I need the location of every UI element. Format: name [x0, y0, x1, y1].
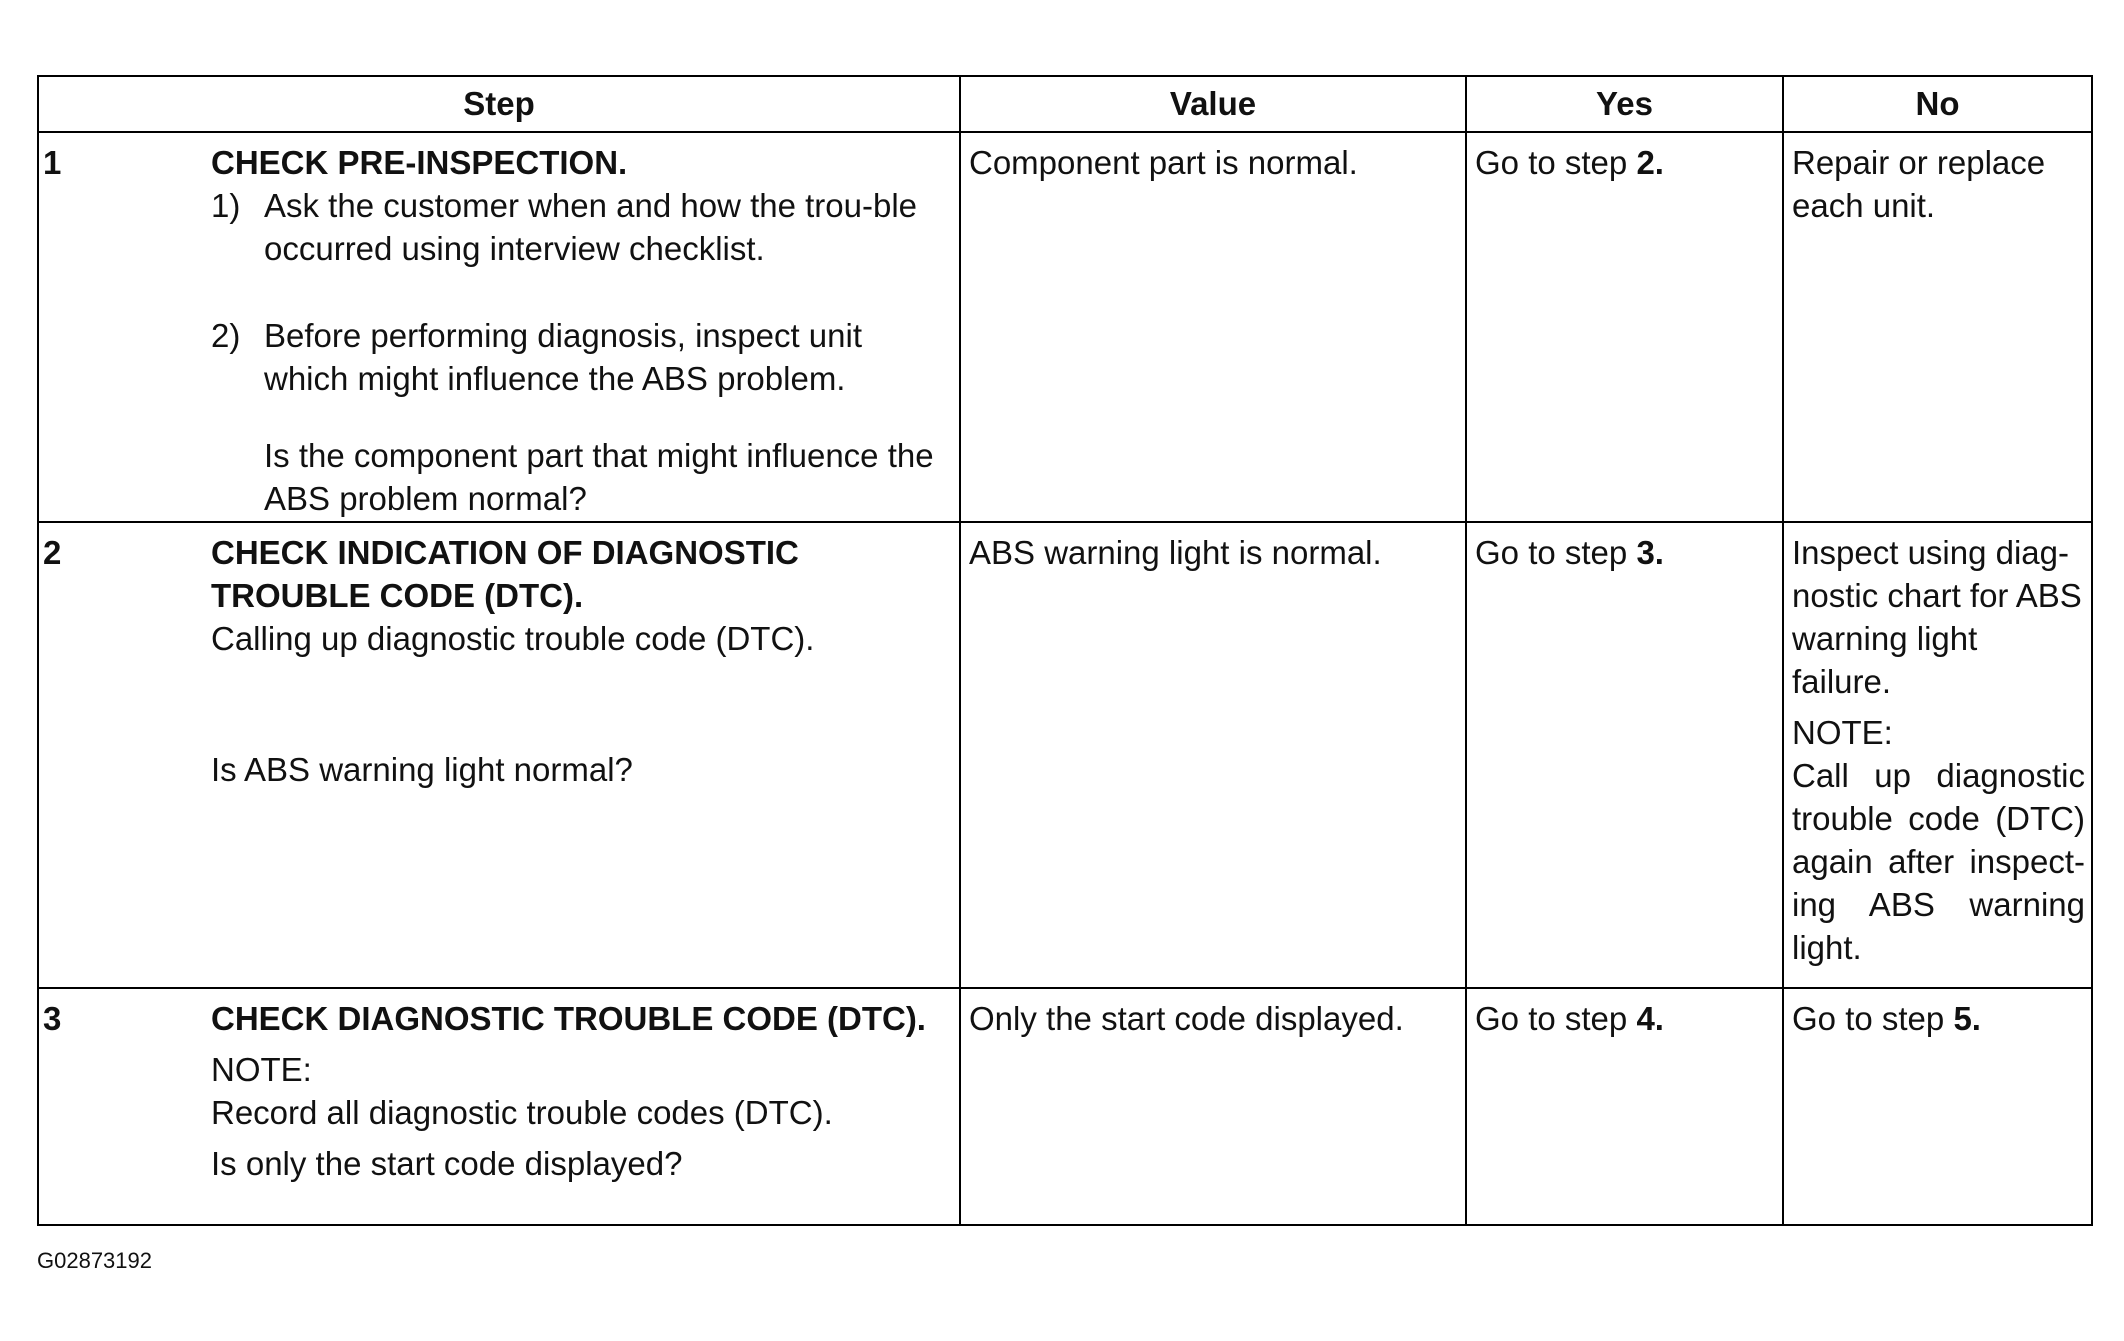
step-body: Calling up diagnostic trouble code (DTC).: [211, 620, 815, 657]
no-cell: [1783, 522, 2092, 988]
yes-cell: [1466, 132, 1783, 522]
step-cell: [38, 522, 960, 988]
step-note-label: NOTE:: [211, 1051, 312, 1088]
yes-prefix: Go to step: [1475, 144, 1637, 181]
yes-text: [1467, 989, 1782, 1040]
step-number: 1: [43, 144, 62, 181]
step-title: CHECK INDICATION OF DIAGNOSTIC TROUBLE CODE (DTC).: [211, 534, 799, 614]
yes-cell: [1466, 522, 1783, 988]
yes-prefix: Go to step: [1475, 1000, 1637, 1037]
diagnostic-table-container: [37, 75, 2091, 1224]
header-no: No: [1783, 76, 2092, 132]
sub-step: [211, 314, 949, 400]
sub-step-text: Before performing diagnosis, inspect unit which might influence the ABS problem.: [264, 317, 862, 397]
no-prefix: Go to step: [1792, 1000, 1954, 1037]
yes-prefix: Go to step: [1475, 534, 1637, 571]
no-note-text: Call up diagnostic trouble code (DTC) again after inspect-ing ABS warning light.: [1792, 757, 2085, 966]
step-question: Is ABS warning light normal?: [211, 751, 633, 788]
yes-step: 2.: [1636, 144, 1664, 181]
no-text: [1784, 989, 2091, 1040]
yes-cell: [1466, 988, 1783, 1225]
no-cell: [1783, 988, 2092, 1225]
table-row: [38, 522, 2092, 988]
diagnostic-table: [37, 75, 2093, 1226]
value-text: ABS warning light is normal.: [969, 534, 1382, 571]
header-row: [38, 76, 2092, 132]
sub-step: [211, 184, 949, 270]
step-title: CHECK DIAGNOSTIC TROUBLE CODE (DTC).: [211, 1000, 926, 1037]
value-text: Component part is normal.: [969, 144, 1358, 181]
no-step: 5.: [1953, 1000, 1981, 1037]
step-number: 3: [43, 1000, 62, 1037]
no-text: Inspect using diag-nostic chart for ABS warning light failure.: [1792, 534, 2082, 700]
header-value: Value: [960, 76, 1466, 132]
sub-step-label: 2): [211, 317, 241, 354]
figure-id: G02873192: [37, 1248, 152, 1273]
yes-step: 4.: [1636, 1000, 1664, 1037]
step-title: CHECK PRE-INSPECTION.: [211, 144, 628, 181]
table-row: [38, 132, 2092, 522]
step-number: 2: [43, 534, 62, 571]
value-text: Only the start code displayed.: [969, 1000, 1404, 1037]
sub-step-text: Ask the customer when and how the trou-ble occurred using interview checklist.: [264, 187, 918, 267]
value-cell: [960, 132, 1466, 522]
yes-text: [1467, 133, 1782, 184]
sub-step-label: 1): [211, 187, 241, 224]
step-cell: [38, 988, 960, 1225]
value-cell: [960, 522, 1466, 988]
table-row: [38, 988, 2092, 1225]
step-note-text: Record all diagnostic trouble codes (DTC).: [211, 1094, 833, 1131]
no-note-label: NOTE:: [1792, 714, 1893, 751]
step-question: Is only the start code displayed?: [211, 1145, 683, 1182]
yes-step: 3.: [1636, 534, 1664, 571]
yes-text: [1467, 523, 1782, 574]
value-cell: [960, 988, 1466, 1225]
no-cell: [1783, 132, 2092, 522]
no-text: Repair or replace each unit.: [1792, 144, 2046, 224]
step-cell: [38, 132, 960, 522]
step-question: Is the component part that might influence the ABS problem normal?: [264, 437, 934, 517]
header-yes: Yes: [1466, 76, 1783, 132]
header-step: Step: [38, 76, 960, 132]
